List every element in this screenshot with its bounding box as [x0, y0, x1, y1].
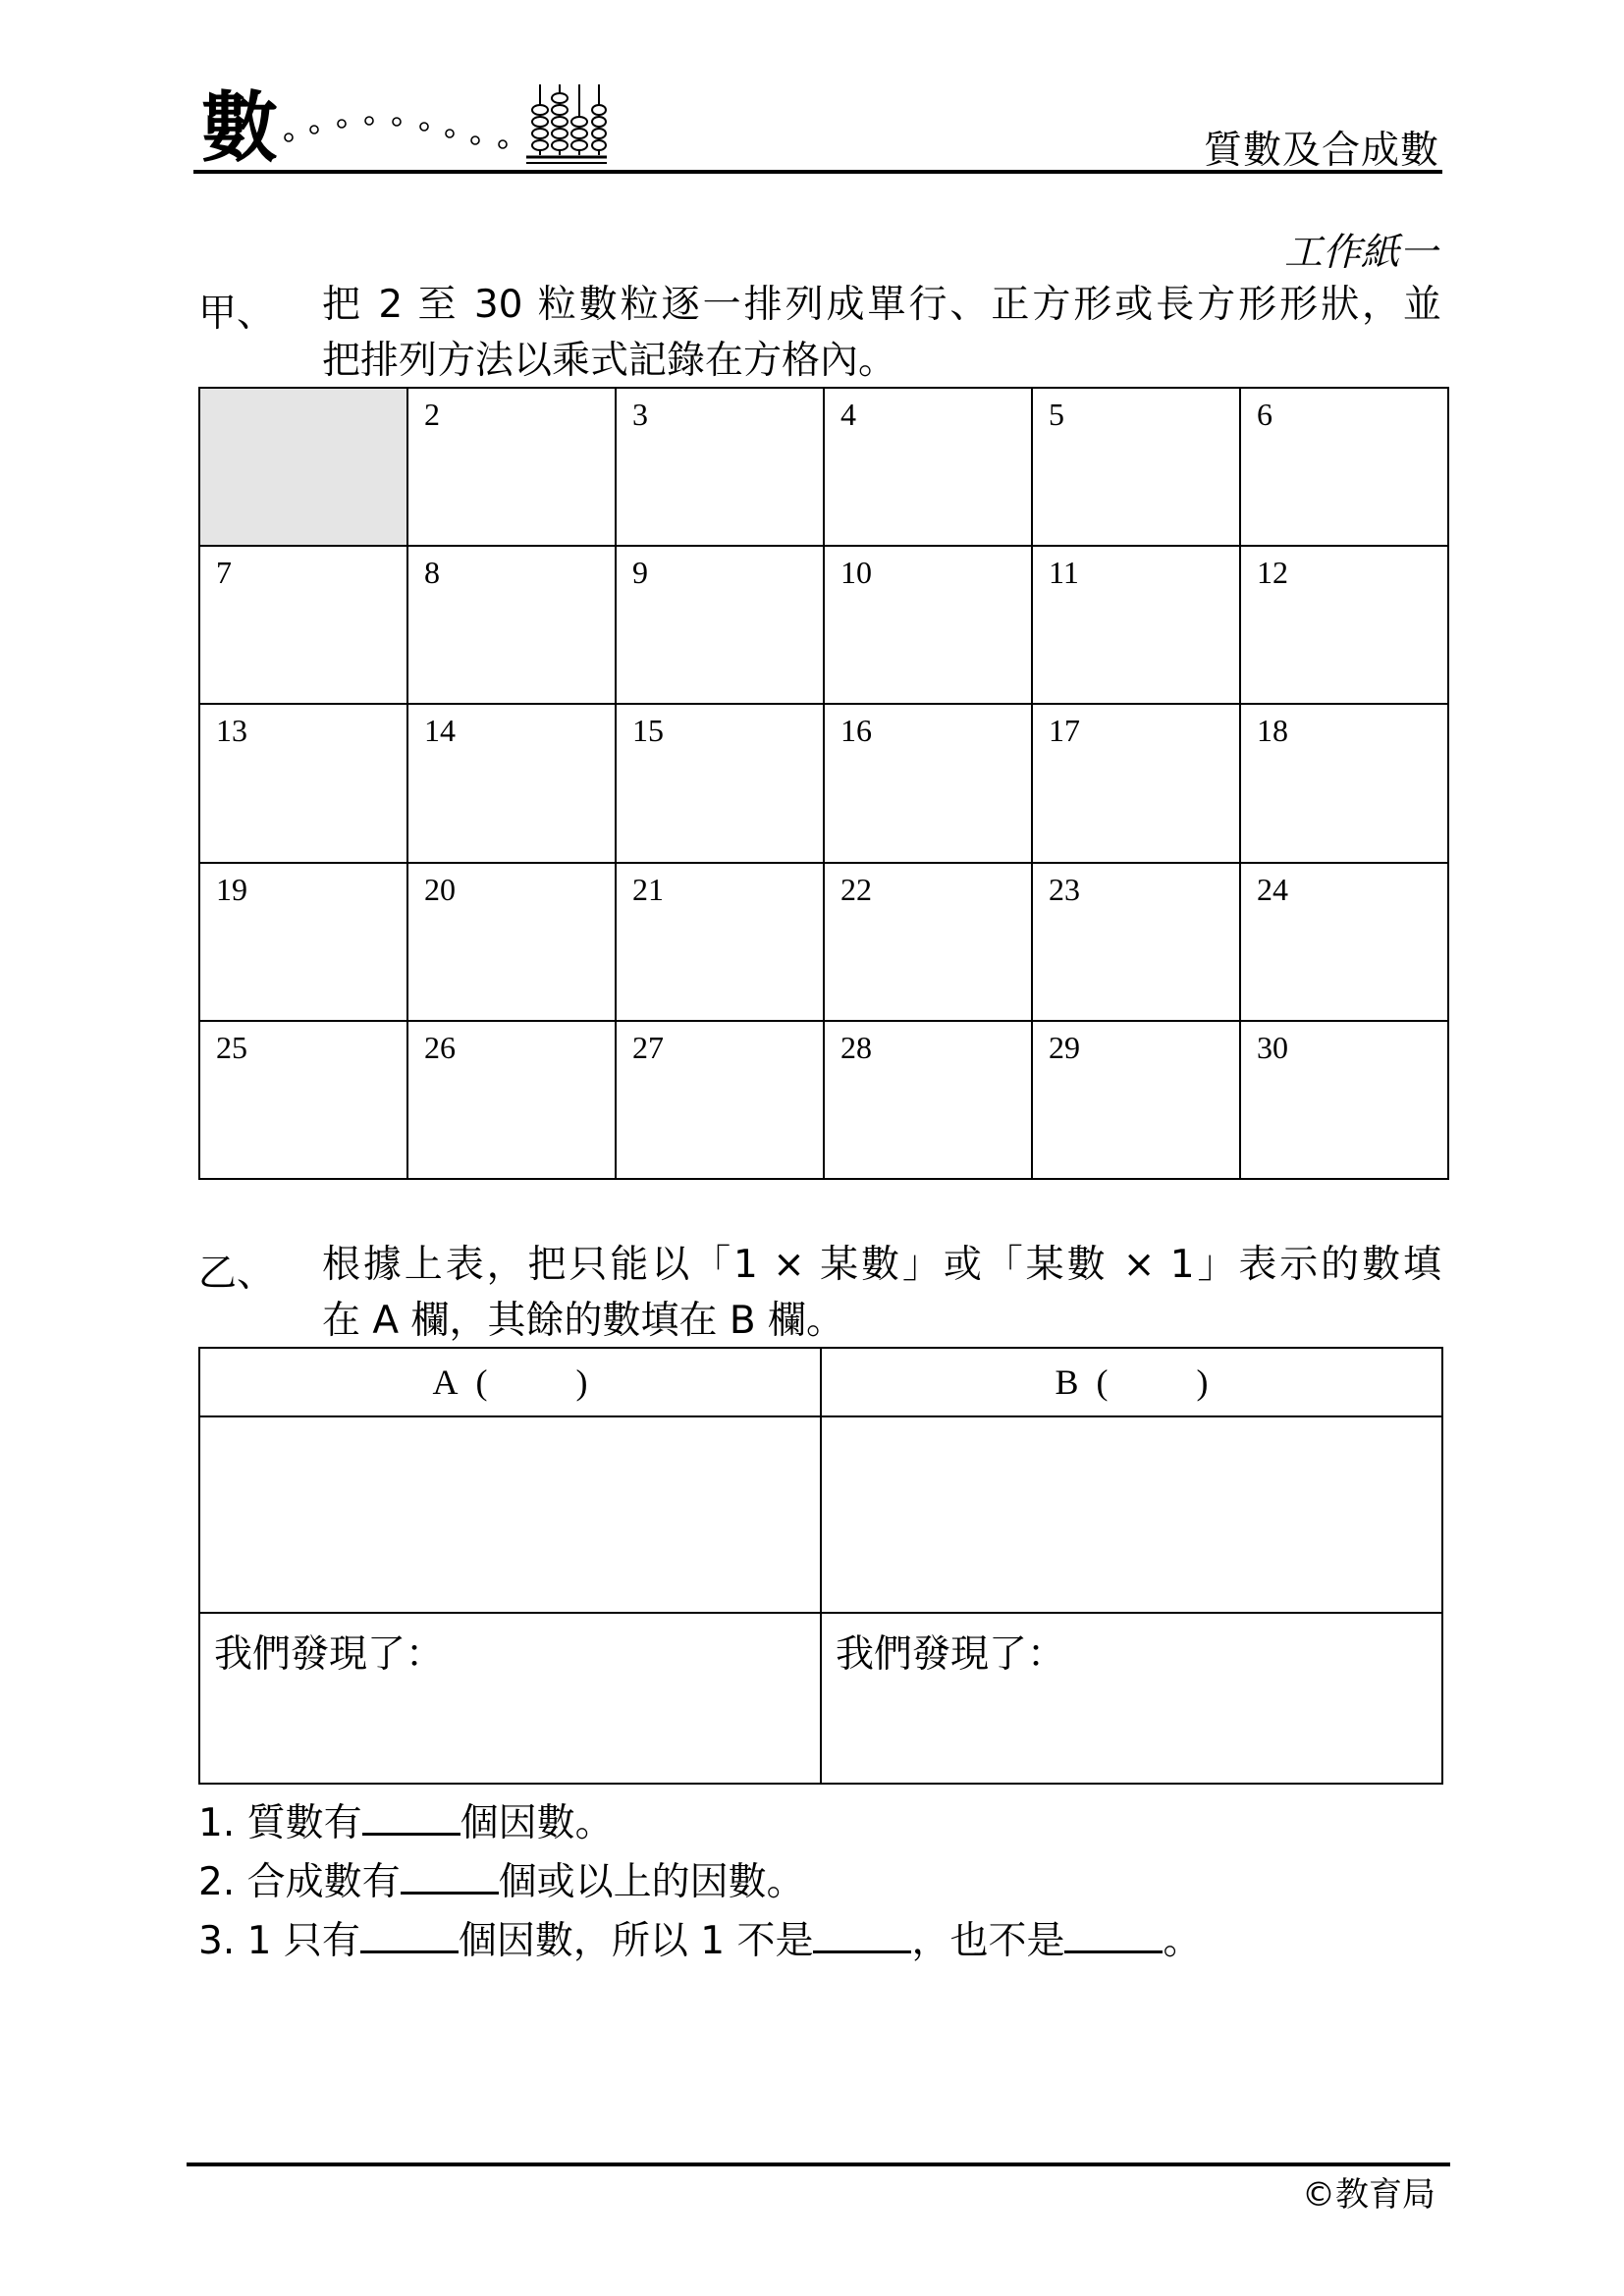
section-a-line-1: 把 2 至 30 粒數粒逐一排列成單行、正方形或長方形形狀，並 — [322, 283, 1441, 327]
grid-cell[interactable] — [407, 388, 616, 546]
grid-cell[interactable] — [199, 704, 407, 862]
arrangement-grid — [198, 387, 1449, 1180]
grid-cell-number: 13 — [216, 713, 247, 749]
column-a-header — [199, 1348, 821, 1416]
grid-row — [199, 704, 1448, 862]
question-number: 1. — [198, 1801, 236, 1845]
grid-cell[interactable] — [824, 704, 1032, 862]
column-b-paren-close: ) — [1196, 1362, 1209, 1402]
grid-cell-number: 17 — [1049, 713, 1080, 749]
grid-cell-blank — [199, 388, 407, 546]
grid-cell[interactable] — [407, 704, 616, 862]
column-b-paren-open: ( — [1096, 1362, 1109, 1402]
answer-blank[interactable] — [1064, 1919, 1163, 1953]
grid-cell-number: 15 — [632, 713, 664, 749]
column-a-paren-open: ( — [475, 1362, 488, 1402]
question-number: 2. — [198, 1860, 236, 1904]
grid-cell-number: 23 — [1049, 871, 1080, 907]
answer-blank[interactable] — [813, 1919, 911, 1953]
grid-cell-number: 24 — [1257, 871, 1288, 907]
grid-cell-number: 29 — [1049, 1029, 1080, 1065]
column-a-findings-cell[interactable] — [199, 1613, 821, 1784]
section-b-marker: 乙、 — [198, 1252, 276, 1296]
section-a-marker: 甲、 — [198, 292, 276, 336]
grid-cell-number: 4 — [840, 397, 856, 432]
grid-cell[interactable] — [824, 863, 1032, 1021]
question-text: 個因數。 — [460, 1801, 614, 1845]
grid-cell-number: 20 — [424, 871, 456, 907]
column-b-findings-cell[interactable] — [821, 1613, 1442, 1784]
worksheet-label: 工作紙一 — [1283, 231, 1437, 275]
question-text: 1 只有 — [246, 1919, 360, 1963]
grid-cell-number: 26 — [424, 1029, 456, 1065]
grid-cell[interactable] — [1032, 388, 1240, 546]
grid-cell[interactable] — [1032, 863, 1240, 1021]
grid-cell[interactable] — [1032, 1021, 1240, 1179]
copyright-notice: ©教育局 — [1302, 2175, 1435, 2215]
grid-cell-number: 9 — [632, 555, 648, 591]
grid-cell-number: 18 — [1257, 713, 1288, 749]
column-a-answer-cell[interactable] — [199, 1416, 821, 1613]
grid-cell-number: 19 — [216, 871, 247, 907]
question-text: ，也不是 — [911, 1919, 1065, 1963]
grid-cell[interactable] — [616, 863, 824, 1021]
section-a-line-2: 把排列方法以乘式記錄在方格內。 — [322, 339, 897, 383]
header-rule — [193, 170, 1442, 174]
grid-cell-number: 16 — [840, 713, 872, 749]
abacus-icon — [518, 80, 607, 165]
grid-cell[interactable] — [199, 546, 407, 704]
grid-cell[interactable] — [1240, 863, 1448, 1021]
grid-row — [199, 1021, 1448, 1179]
column-a-findings-label: 我們發現了： — [214, 1632, 445, 1677]
column-b-findings-label: 我們發現了： — [836, 1632, 1066, 1677]
grid-cell-number — [200, 389, 406, 397]
grid-cell-number: 8 — [424, 555, 440, 591]
grid-row — [199, 388, 1448, 546]
grid-cell[interactable] — [824, 1021, 1032, 1179]
grid-cell[interactable] — [199, 863, 407, 1021]
answer-blank[interactable] — [360, 1919, 459, 1953]
grid-cell[interactable] — [407, 863, 616, 1021]
grid-cell-number: 3 — [632, 397, 648, 432]
question-text: 個因數，所以 1 不是 — [458, 1919, 814, 1963]
question-text: 質數有 — [246, 1801, 362, 1845]
section-b-line-1: 根據上表，把只能以「1 × 某數」或「某數 × 1」表示的數填 — [322, 1243, 1441, 1287]
grid-cell[interactable] — [1240, 546, 1448, 704]
grid-cell-number: 28 — [840, 1029, 872, 1065]
grid-cell[interactable] — [407, 1021, 616, 1179]
grid-cell[interactable] — [616, 1021, 824, 1179]
column-b-label: B — [1055, 1362, 1079, 1402]
grid-cell-number: 14 — [424, 713, 456, 749]
question-text: 合成數有 — [246, 1860, 401, 1904]
classification-table — [198, 1347, 1443, 1785]
grid-cell-number: 6 — [1257, 397, 1272, 432]
grid-cell[interactable] — [824, 388, 1032, 546]
grid-cell-number: 5 — [1049, 397, 1064, 432]
grid-cell[interactable] — [1032, 704, 1240, 862]
grid-cell-number: 12 — [1257, 555, 1288, 591]
grid-row — [199, 546, 1448, 704]
grid-cell[interactable] — [407, 546, 616, 704]
grid-row — [199, 863, 1448, 1021]
grid-cell[interactable] — [616, 704, 824, 862]
grid-cell-number: 22 — [840, 871, 872, 907]
grid-cell[interactable] — [199, 1021, 407, 1179]
grid-cell-number: 25 — [216, 1029, 247, 1065]
section-b-line-2: 在 A 欄，其餘的數填在 B 欄。 — [322, 1299, 845, 1343]
footer-rule — [187, 2163, 1450, 2166]
header-title: 質數及合成數 — [1203, 129, 1439, 173]
answer-blank[interactable] — [362, 1801, 460, 1836]
answer-blank[interactable] — [401, 1860, 499, 1895]
section-b-instructions — [322, 1237, 1441, 1349]
grid-cell-number: 2 — [424, 397, 440, 432]
question-text: 。 — [1163, 1919, 1202, 1963]
question-text: 個或以上的因數。 — [498, 1860, 805, 1904]
column-b-header — [821, 1348, 1442, 1416]
section-a-instructions — [322, 277, 1441, 389]
column-a-paren-close: ) — [575, 1362, 588, 1402]
grid-cell-number: 27 — [632, 1029, 664, 1065]
question-1 — [198, 1792, 614, 1847]
grid-cell[interactable] — [616, 546, 824, 704]
grid-cell[interactable] — [1240, 704, 1448, 862]
grid-cell-number: 7 — [216, 555, 232, 591]
grid-cell[interactable] — [1032, 546, 1240, 704]
grid-cell-number: 30 — [1257, 1029, 1288, 1065]
grid-cell-number: 10 — [840, 555, 872, 591]
column-a-label: A — [432, 1362, 459, 1402]
grid-cell-number: 21 — [632, 871, 664, 907]
grid-cell[interactable] — [824, 546, 1032, 704]
logo-dots-decoration — [275, 103, 520, 162]
question-2 — [198, 1851, 805, 1906]
column-b-answer-cell[interactable] — [821, 1416, 1442, 1613]
grid-cell[interactable] — [616, 388, 824, 546]
question-3 — [198, 1910, 1201, 1965]
grid-cell[interactable] — [1240, 388, 1448, 546]
logo-character: 數 — [201, 84, 275, 173]
grid-cell-number: 11 — [1049, 555, 1079, 591]
grid-cell[interactable] — [1240, 1021, 1448, 1179]
question-number: 3. — [198, 1919, 236, 1963]
